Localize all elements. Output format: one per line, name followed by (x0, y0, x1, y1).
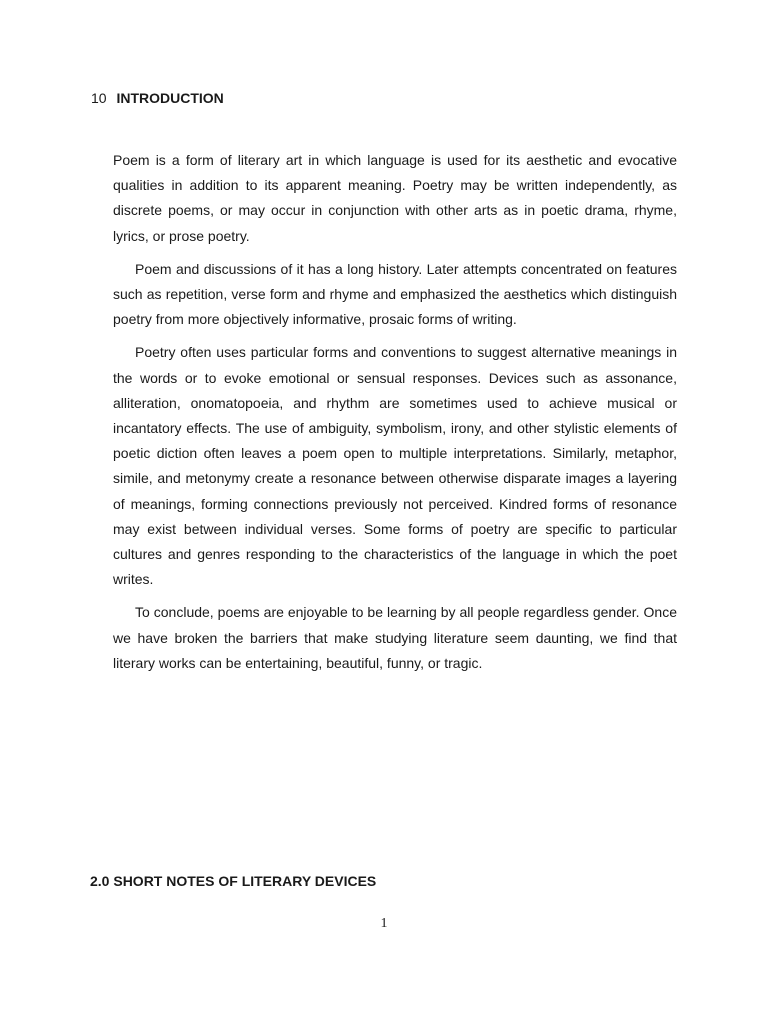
paragraph-devices: Poetry often uses particular forms and conventions to suggest alternative meanings in the words or to evoke emotional or sensual responses. Devices such as assonance, alliteration, onomatopoeia, and rhythm are sometimes used to achieve musical or incantatory effects. The use of ambiguity, symbolism, irony, and other stylistic elements of poetic diction often leaves a poem open to multiple interpretations. Similarly, metaphor, simile, and metonymy create a resonance between otherwise disparate images a layering of meanings, forming connections previously not perceived. Kindred forms of resonance may exist between individual verses. Some forms of poetry are specific to particular cultures and genres responding to the characteristics of the language in which the poet writes. (113, 344, 677, 588)
paragraph-definition: Poem is a form of literary art in which language is used for its aesthetic and evocative qualities in addition to its apparent meaning. Poetry may be written independently, as discrete poems, or may occur in conjunction with other arts as in poetic drama, rhyme, lyrics, or prose poetry. (113, 152, 677, 244)
introduction-heading (91, 89, 224, 107)
introduction-body (113, 148, 677, 684)
literary-devices-heading: 2.0 SHORT NOTES OF LITERARY DEVICES (90, 873, 377, 889)
page-number: 1 (380, 916, 388, 931)
paragraph-history: Poem and discussions of it has a long history. Later attempts concentrated on features such as repetition, verse form and rhyme and emphasized the aesthetics which distinguish poetry from more objectively informative, prosaic forms of writing. (113, 260, 677, 328)
section-title: INTRODUCTION (116, 90, 224, 106)
section-number: 10 (91, 90, 107, 106)
paragraph-conclusion: To conclude, poems are enjoyable to be learning by all people regardless gender. Once we have broken the barriers that make studying literature seem daunting, we find that literary works can be entertaining, beautiful, funny, or tragic. (113, 604, 677, 671)
